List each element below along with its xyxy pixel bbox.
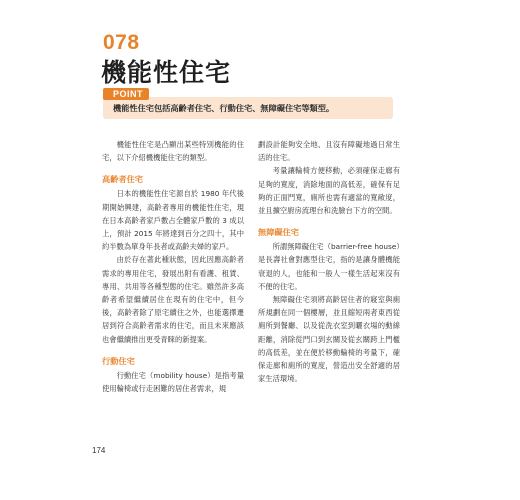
intro-paragraph: 機能性住宅是凸顯出某些特別機能的住宅，以下介紹機機能住宅的類型。 — [102, 140, 244, 163]
body-paragraph: 無障礙住宅須將高齡居住者的寢室與廁所規劃在同一個樓層，並且縮短兩者東西從廁所到餐廳、以及從洗衣室到曬衣場的動線距離，消除從門口到玄關及從玄關跨上門檻的高低差，並在便於移動輪椅的考量下，確保走廊和廁所的寬度，營造出安全舒適的居家生活環境。 — [258, 295, 400, 384]
section-heading-barrier-free: 無障礙住宅 — [258, 227, 299, 238]
left-column — [102, 138, 244, 395]
body-paragraph: 由於存在著此種狀態，因此因應高齡者需求的專用住宅，發展出附有看護、租賃、專用、共用等各種型態的住宅。雖然許多高齡者希望繼續居住在現有的住宅中，但今後，高齡者除了原宅續住之外，也能選擇遷居到符合高齡者需求的住宅，而且未來應該也會繼續推出更受青睞的新提案。 — [102, 255, 244, 344]
body-paragraph: 行動住宅（mobility house）是指考量使用輪椅或行走困難的居住者需求，規 — [102, 370, 244, 394]
right-column — [258, 138, 400, 385]
chapter-number: 078 — [103, 31, 140, 54]
page-title: 機能性住宅 — [101, 58, 232, 87]
body-paragraph: 日本的機能性住宅源自於 1980 年代後期開始興建，高齡者專用的機能性住宅，現在日本高齡者家戶數占全體家戶數的 3 成以上，預計 2015 年將達到百分之四十，其中約半數為單身年長者或高齡夫婦的家戶。 — [102, 189, 244, 252]
section-heading-mobility-house: 行動住宅 — [102, 355, 135, 366]
body-paragraph: 考量讓輪椅方便移動，必須確保走廊有足夠的寬度，消除地面的高低差，確保有足夠的正面門寬，廁所也需有適當的寬敞度，並且擴空廚房流理台和洗臉台下方的空間。 — [258, 166, 400, 216]
body-paragraph-continued: 劃設計能夠安全地、且沒有障礙地過日常生活的住宅。 — [258, 140, 400, 163]
section-heading-elderly-housing: 高齡者住宅 — [102, 174, 143, 185]
point-text: 機能性住宅包括高齡者住宅、行動住宅、無障礙住宅等類型。 — [113, 103, 335, 113]
body-paragraph: 所謂無障礙住宅（barrier-free house）是長壽社會對應型住宅，指的是讓身體機能衰退的人，也能和一般人一樣生活起來沒有不便的住宅。 — [258, 242, 400, 291]
page-number: 174 — [92, 446, 106, 455]
point-tag: POINT — [103, 88, 149, 100]
